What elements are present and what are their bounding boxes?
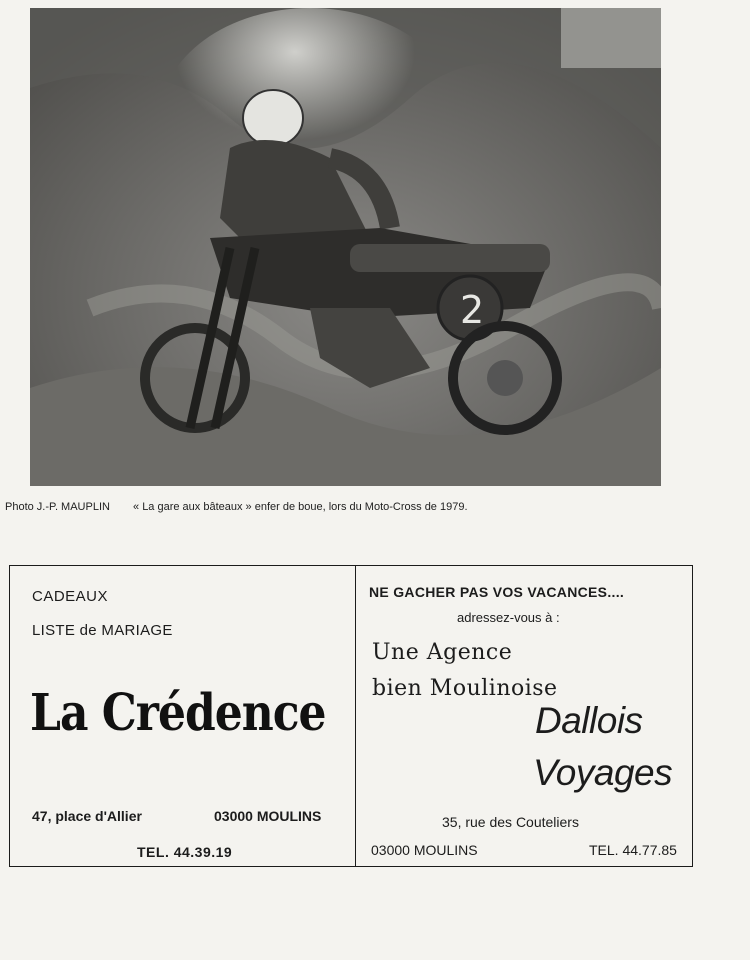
voyages-city: 03000 MOULINS (371, 842, 478, 858)
dallois-voyages-advertisement (357, 566, 694, 866)
advertisement-box (9, 565, 693, 867)
bike-number-label: 2 (460, 288, 485, 332)
voyages-subline: adressez-vous à : (457, 610, 560, 625)
credence-brand-name: La Crédence (30, 684, 326, 743)
voyages-street: 35, rue des Couteliers (442, 814, 579, 830)
motocross-illustration (30, 8, 661, 486)
ad-divider (355, 566, 356, 866)
credence-telephone: TEL. 44.39.19 (137, 844, 233, 860)
voyages-brand-line-1: Dallois (535, 700, 643, 741)
ad-line-liste-mariage: LISTE de MARIAGE (32, 622, 173, 639)
photo-credit: Photo J.-P. MAUPLIN (5, 501, 110, 513)
voyages-headline: NE GACHER PAS VOS VACANCES.... (369, 584, 625, 600)
credence-city: 03000 MOULINS (214, 808, 322, 824)
voyages-slogan-line-2: bien Moulinoise (372, 676, 558, 701)
photo-caption-text: « La gare aux bâteaux » enfer de boue, lors du Moto-Cross de 1979. (133, 501, 468, 513)
voyages-brand-line-2: Voyages (533, 752, 673, 793)
voyages-telephone: TEL. 44.77.85 (589, 842, 677, 858)
voyages-slogan-line-1: Une Agence (372, 640, 513, 665)
motocross-photo (30, 8, 661, 486)
credence-advertisement (10, 566, 355, 866)
ad-line-cadeaux: CADEAUX (32, 588, 109, 605)
credence-address: 47, place d'Allier (32, 808, 142, 824)
photo-caption (5, 501, 665, 513)
